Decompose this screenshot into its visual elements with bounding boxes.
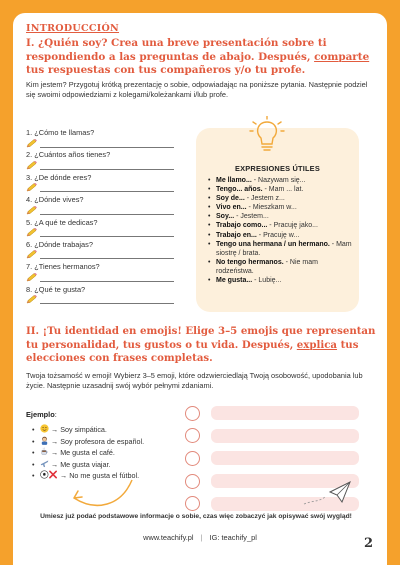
footer-note: Umiesz już podać podstawowe informacje o sobie, czas więc zobaczyć jak opisywać swój wygląd! (40, 513, 352, 520)
expression-item (208, 185, 356, 194)
question-text: 5. ¿A qué te dedicas? (26, 217, 98, 227)
example-text: Soy profesora de español. (60, 436, 145, 446)
expression-item (208, 194, 356, 203)
teacher-emoji-icon (40, 436, 49, 445)
expression-es: Soy... (216, 213, 235, 221)
expression-es: Soy de... (216, 195, 245, 203)
question-text: 3. ¿De dónde eres? (26, 172, 92, 182)
answer-line[interactable] (26, 273, 174, 282)
expression-pl: - Jestem... (234, 213, 269, 221)
emoji-circle-input[interactable] (185, 451, 200, 466)
arrow-right-icon: → (51, 425, 59, 434)
answer-line[interactable] (26, 206, 174, 215)
expression-es: Me llamo... (216, 177, 252, 184)
expression-pl: - Nie mam rodzeństwa. (216, 258, 318, 275)
example-label: Ejemplo: (26, 410, 57, 419)
answer-line[interactable] (26, 139, 174, 148)
question-text: 8. ¿Qué te gusta? (26, 284, 86, 294)
emoji-circle-input[interactable] (185, 428, 200, 443)
expression-item (208, 176, 356, 185)
expression-pl: - Mam siostrę / brata. (216, 240, 352, 257)
example-text: Me gusta el café. (60, 448, 115, 458)
page-number: 2 (364, 536, 374, 551)
question-item (26, 128, 174, 150)
expressions-title: EXPRESIONES ÚTILES (235, 164, 320, 173)
question-item (26, 218, 174, 240)
task1-instructions-pl: Kim jestem? Przygotuj krótką prezentację o sobie, odpowiadając na poniższe pytania. Następnie podziel się swoimi odpowiedziami z kolegami/koleżankami i/lub profe. (26, 80, 368, 99)
answer-underline[interactable] (40, 276, 174, 282)
emoji-explanation-input[interactable] (211, 406, 359, 420)
section-label: INTRODUCCIÓN (26, 23, 120, 34)
answer-line[interactable] (26, 228, 174, 237)
expressions-box (196, 128, 359, 312)
answer-underline[interactable] (40, 164, 174, 170)
answer-underline[interactable] (40, 142, 174, 148)
expression-item (208, 240, 356, 258)
expression-item (208, 212, 356, 221)
question-text: 1. ¿Cómo te llamas? (26, 128, 95, 137)
pencil-icon (26, 273, 38, 282)
emoji-circle-input[interactable] (185, 474, 200, 489)
expression-pl: - Mieszkam w... (246, 204, 297, 212)
emoji-answer-row (185, 425, 359, 448)
expression-es: Tengo una hermana / un hermano. (216, 240, 330, 248)
emoji-circle-input[interactable] (185, 406, 200, 421)
footer-links: www.teachify.pl | IG: teachify_pl (143, 533, 257, 542)
pencil-icon (26, 161, 38, 170)
expression-item (208, 276, 356, 285)
question-text: 2. ¿Cuántos años tienes? (26, 150, 111, 160)
example-item: • → Me gusta viajar. (32, 459, 111, 469)
arrow-right-icon: → (60, 471, 68, 481)
expression-pl: - Jestem z... (244, 195, 285, 203)
answer-underline[interactable] (40, 298, 174, 304)
pencil-icon (26, 295, 38, 304)
expression-es: Tengo... años. (216, 186, 263, 194)
instagram-handle[interactable]: IG: teachify_pl (209, 533, 257, 542)
question-item (26, 262, 174, 284)
task2-title: II. ¡Tu identidad en emojis! Elige 3–5 emojis que representan tu personalidad, tus gustos o tu vida. Después, explica tus elecciones con frases completas. (26, 325, 376, 364)
answer-underline[interactable] (40, 209, 174, 215)
emoji-answer-row (185, 447, 359, 470)
soccer-cross-emoji-icon (40, 470, 58, 479)
pencil-icon (26, 139, 38, 148)
arrow-right-icon: → (51, 436, 59, 446)
example-list (32, 424, 144, 482)
lightbulb-icon (249, 116, 285, 156)
coffee-emoji-icon (40, 447, 49, 456)
answer-line[interactable] (26, 295, 174, 304)
expression-item (208, 221, 356, 230)
answer-underline[interactable] (40, 253, 174, 259)
expression-es: Trabajo en... (216, 231, 257, 239)
question-text: 4. ¿Dónde vives? (26, 195, 84, 205)
expression-item (208, 231, 356, 240)
example-item: • → Me gusta el café. (32, 448, 115, 458)
expression-es: Trabajo como... (216, 222, 268, 230)
example-item: • → Soy profesora de español. (32, 436, 145, 446)
emoji-answer-row (185, 402, 359, 425)
expression-es: Me gusta... (216, 277, 253, 285)
question-item (26, 240, 174, 262)
expression-item (208, 203, 356, 212)
example-item: • → No me gusta el fútbol. (32, 471, 140, 481)
emoji-circle-input[interactable] (185, 496, 200, 511)
answer-line[interactable] (26, 183, 174, 192)
expression-pl: - Pracuję w... (256, 231, 300, 239)
expression-pl: - Mam ... lat. (262, 186, 304, 194)
example-text: No me gusta el fútbol. (69, 471, 140, 481)
expression-item (208, 258, 356, 276)
question-item (26, 173, 174, 195)
expression-pl: - Pracuję jako... (267, 222, 318, 230)
question-item (26, 150, 174, 172)
pencil-icon (26, 183, 38, 192)
answer-underline[interactable] (40, 186, 174, 192)
expressions-list (208, 176, 356, 285)
question-item (26, 195, 174, 217)
task1-title: I. ¿Quién soy? Crea una breve presentación sobre ti respondiendo a las preguntas de abajo. Después, comparte tus respuestas con tus compañeros y/o tu profe. (26, 37, 370, 76)
emoji-explanation-input[interactable] (211, 429, 359, 443)
pencil-icon (26, 206, 38, 215)
arrow-right-icon: → (51, 459, 59, 469)
answer-line[interactable] (26, 161, 174, 170)
pencil-icon (26, 228, 38, 237)
answer-line[interactable] (26, 250, 174, 259)
example-item: • → Soy simpática. (32, 425, 107, 434)
question-text: 7. ¿Tienes hermanos? (26, 262, 100, 272)
airplane-emoji-icon (40, 459, 49, 468)
website-link[interactable]: www.teachify.pl (143, 533, 194, 542)
arrow-right-icon: → (51, 448, 59, 458)
task2-instructions-pl: Twoja tożsamość w emoji! Wybierz 3–5 emoji, które odzwierciedlają Twoją osobowość, upodobania lub życie. Następnie uzasadnij swój wybór pełnymi zdaniami. (26, 371, 363, 390)
paper-plane-icon (300, 478, 352, 510)
expression-es: Vivo en... (216, 204, 247, 212)
answer-underline[interactable] (40, 231, 174, 237)
question-text: 6. ¿Dónde trabajas? (26, 239, 93, 249)
question-list (26, 128, 174, 307)
expression-pl: - Lubię... (252, 277, 282, 285)
example-text: Me gusta viajar. (60, 459, 111, 469)
pencil-icon (26, 250, 38, 259)
curved-arrow-icon (66, 476, 136, 516)
expression-pl: - Nazywam się... (251, 177, 306, 184)
emoji-explanation-input[interactable] (211, 451, 359, 465)
question-item (26, 285, 174, 307)
expression-es: No tengo hermanos. (216, 258, 284, 266)
example-text: Soy simpática. (60, 425, 107, 434)
smiley-emoji-icon (40, 424, 49, 433)
